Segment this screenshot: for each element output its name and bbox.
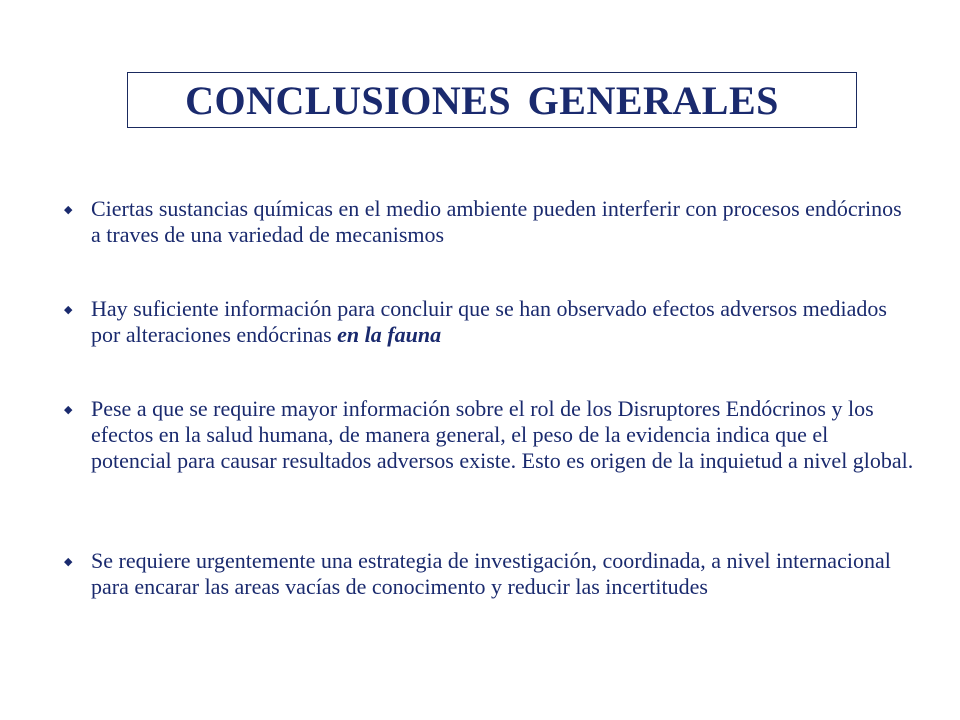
emphasized-text: en la fauna <box>337 322 442 347</box>
list-item <box>64 196 914 248</box>
bullet-text: Pese a que se require mayor información sobre el rol de los Disruptores Endócrinos y los efectos en la salud humana, de manera general, el peso de la evidencia indica que el potencial para causar resultados adversos existe. Esto es origen de la inquietud a nivel global. <box>91 396 914 473</box>
title-box <box>127 72 857 128</box>
list-item <box>64 548 914 600</box>
bullet-text: Se requiere urgentemente una estrategia de investigación, coordinada, a nivel internacional para encarar las areas vacías de conocimento y reducir las incertitudes <box>91 548 891 599</box>
diamond-bullet-icon: ◆ <box>64 555 73 568</box>
slide-title: CONCLUSIONES GENERALES <box>185 77 779 123</box>
diamond-bullet-icon: ◆ <box>64 303 73 316</box>
list-item <box>64 296 914 348</box>
list-item <box>64 396 914 474</box>
bullet-text: Hay suficiente información para concluir que se han observado efectos adversos mediados por alteraciones endócrinas en la fauna <box>91 296 887 347</box>
diamond-bullet-icon: ◆ <box>64 203 73 216</box>
diamond-bullet-icon: ◆ <box>64 403 73 416</box>
bullet-text: Ciertas sustancias químicas en el medio ambiente pueden interferir con procesos endócrinos a traves de una variedad de mecanismos <box>91 196 902 247</box>
